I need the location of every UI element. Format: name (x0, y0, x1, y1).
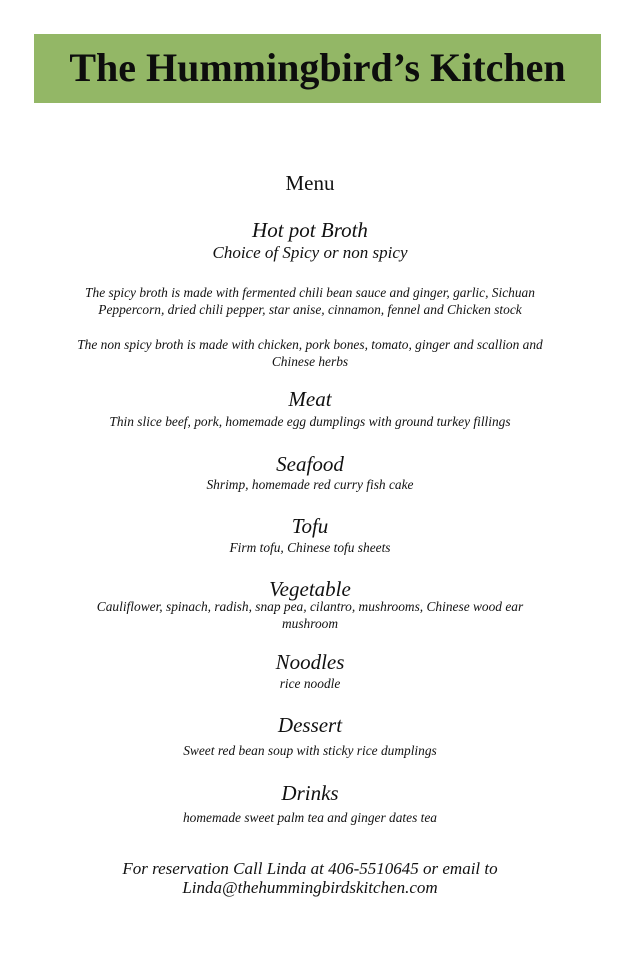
section-desc-drinks: homemade sweet palm tea and ginger dates tea (182, 810, 437, 825)
section-title-broth: Hot pot Broth (252, 218, 368, 242)
broth-spicy-desc-line2: Peppercorn, dried chili pepper, star anise, cinnamon, fennel and Chicken stock (98, 302, 522, 317)
header-banner (34, 34, 601, 103)
reservation-line: For reservation Call Linda at 406-5510645 or email to (122, 859, 498, 878)
section-desc-tofu: Firm tofu, Chinese tofu sheets (229, 540, 391, 555)
broth-spicy-desc-line1: The spicy broth is made with fermented chili bean sauce and ginger, garlic, Sichuan (85, 285, 535, 300)
section-title-vegetable: Vegetable (269, 577, 351, 601)
section-desc-seafood: Shrimp, homemade red curry fish cake (206, 477, 414, 492)
section-title-drinks: Drinks (281, 781, 339, 805)
section-desc-meat: Thin slice beef, pork, homemade egg dumplings with ground turkey fillings (109, 414, 511, 429)
section-desc-dessert: Sweet red bean soup with sticky rice dumplings (183, 743, 437, 758)
restaurant-title: The Hummingbird’s Kitchen (69, 45, 566, 90)
section-desc-noodles: rice noodle (279, 676, 341, 691)
section-title-noodles: Noodles (275, 650, 345, 674)
broth-nonspicy-desc-line1: The non spicy broth is made with chicken, pork bones, tomato, ginger and scallion and (77, 337, 543, 352)
section-desc-vegetable-line2: mushroom (281, 616, 339, 631)
menu-heading: Menu (285, 171, 335, 195)
section-title-meat: Meat (288, 387, 332, 411)
section-title-tofu: Tofu (291, 514, 329, 538)
section-subtitle-broth: Choice of Spicy or non spicy (212, 243, 408, 262)
reservation-email: Linda@thehummingbirdskitchen.com (182, 878, 438, 897)
section-title-seafood: Seafood (276, 452, 344, 476)
broth-nonspicy-desc-line2: Chinese herbs (271, 354, 349, 369)
section-title-dessert: Dessert (277, 713, 343, 737)
section-desc-vegetable-line1: Cauliflower, spinach, radish, snap pea, cilantro, mushrooms, Chinese wood ear (96, 599, 524, 614)
